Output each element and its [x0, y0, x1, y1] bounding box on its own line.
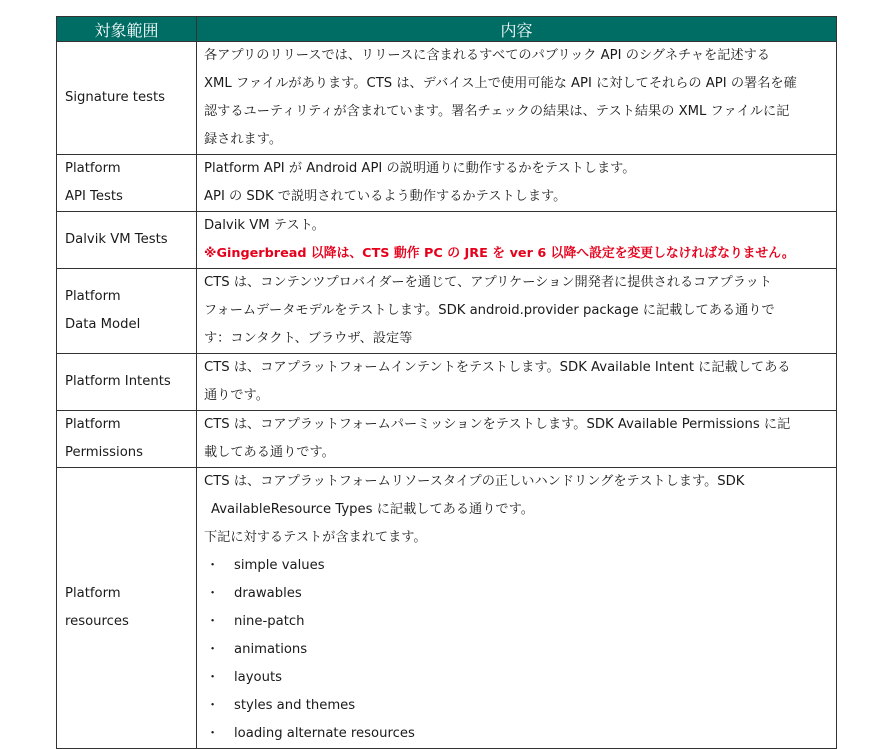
row-name-permissions: [57, 411, 197, 468]
list-item-label: animations: [234, 642, 308, 657]
row-name-label: API Tests: [65, 189, 123, 204]
row-name-label: Platform: [65, 586, 121, 601]
row-name-label: Data Model: [65, 317, 141, 332]
row-name-label: Platform: [65, 417, 121, 432]
content-line: 載してある通りです。: [204, 445, 335, 460]
row-content-dalvik: [197, 212, 837, 269]
header-scope: 対象範囲: [57, 17, 197, 42]
content-line: Dalvik VM テスト。: [204, 218, 325, 233]
bullet-icon: ・: [206, 726, 220, 741]
list-item-label: layouts: [234, 670, 283, 685]
bullet-icon: ・: [206, 642, 220, 657]
content-line: CTS は、コアプラットフォームパーミッションをテストします。SDK Available Permissions に記: [204, 417, 791, 432]
table-row: [57, 269, 837, 354]
row-content-platform-api: [197, 155, 837, 212]
row-name-resources: [57, 468, 197, 749]
bullet-icon: ・: [206, 586, 220, 601]
content-line: す：コンタクト、ブラウザ、設定等: [204, 331, 413, 346]
row-content-data-model: [197, 269, 837, 354]
list-item: [204, 636, 832, 664]
bullet-icon: ・: [206, 614, 220, 629]
row-name-data-model: [57, 269, 197, 354]
bullet-icon: ・: [206, 698, 220, 713]
content-line: フォームデータモデルをテストします。SDK android.provider package に記載してある通りで: [204, 303, 775, 318]
list-item-label: nine-patch: [234, 614, 305, 629]
list-item-label: drawables: [234, 586, 302, 601]
content-line: 録されます。: [204, 132, 283, 147]
content-line: 各アプリのリリースでは、リリースに含まれるすべてのパブリック API のシグネチャを記述する: [204, 48, 770, 63]
content-line: 下記に対するテストが含まれてます。: [204, 530, 427, 545]
table-row: [57, 411, 837, 468]
bullet-icon: ・: [206, 558, 220, 573]
row-name-label: Platform Intents: [65, 374, 171, 389]
row-name-label: Signature tests: [65, 90, 166, 105]
test-scope-table: [56, 16, 837, 749]
header-content: 内容: [197, 17, 837, 42]
list-item-label: styles and themes: [234, 698, 356, 713]
row-content-intents: [197, 354, 837, 411]
content-line: 認するユーティリティが含まれています。署名チェックの結果は、テスト結果の XML ファイルに記: [204, 104, 790, 119]
table-header-row: [57, 17, 837, 42]
row-name-label: resources: [65, 614, 129, 629]
content-line: CTS は、コンテンツプロバイダーを通じて、アプリケーション開発者に提供されるコアプラット: [204, 275, 773, 290]
row-name-label: Platform: [65, 289, 121, 304]
row-name-intents: [57, 354, 197, 411]
row-content-permissions: [197, 411, 837, 468]
table-row: [57, 42, 837, 155]
content-line: XML ファイルがあります。CTS は、デバイス上で使用可能な API に対してそれらの API の署名を確: [204, 76, 797, 91]
table-row: [57, 354, 837, 411]
list-item: [204, 552, 832, 580]
row-content-resources: [197, 468, 837, 749]
warning-note: ※Gingerbread 以降は、CTS 動作 PC の JRE を ver 6 以降へ設定を変更しなければなりません。: [204, 246, 795, 261]
row-name-platform-api: [57, 155, 197, 212]
table-row: [57, 212, 837, 269]
table-row: [57, 155, 837, 212]
content-line: CTS は、コアプラットフォームインテントをテストします。SDK Available Intent に記載してある: [204, 360, 791, 375]
list-item: [204, 664, 832, 692]
list-item: [204, 608, 832, 636]
list-item-label: simple values: [234, 558, 325, 573]
row-content-signature: [197, 42, 837, 155]
row-name-dalvik: [57, 212, 197, 269]
table-row: [57, 468, 837, 749]
bullet-icon: ・: [206, 670, 220, 685]
content-line: Platform API が Android API の説明通りに動作するかをテストします。: [204, 161, 636, 176]
row-name-signature: [57, 42, 197, 155]
list-item: [204, 580, 832, 608]
list-item-label: loading alternate resources: [234, 726, 415, 741]
content-line: API の SDK で説明されているよう動作するかテストします。: [204, 189, 567, 204]
row-name-label: Platform: [65, 161, 121, 176]
content-line: CTS は、コアプラットフォームリソースタイプの正しいハンドリングをテストします。SDK: [204, 474, 745, 489]
list-item: [204, 692, 832, 720]
content-line: AvailableResource Types に記載してある通りです。: [211, 502, 534, 517]
row-name-label: Dalvik VM Tests: [65, 232, 168, 247]
content-line: 通りです。: [204, 388, 269, 403]
row-name-label: Permissions: [65, 445, 143, 460]
